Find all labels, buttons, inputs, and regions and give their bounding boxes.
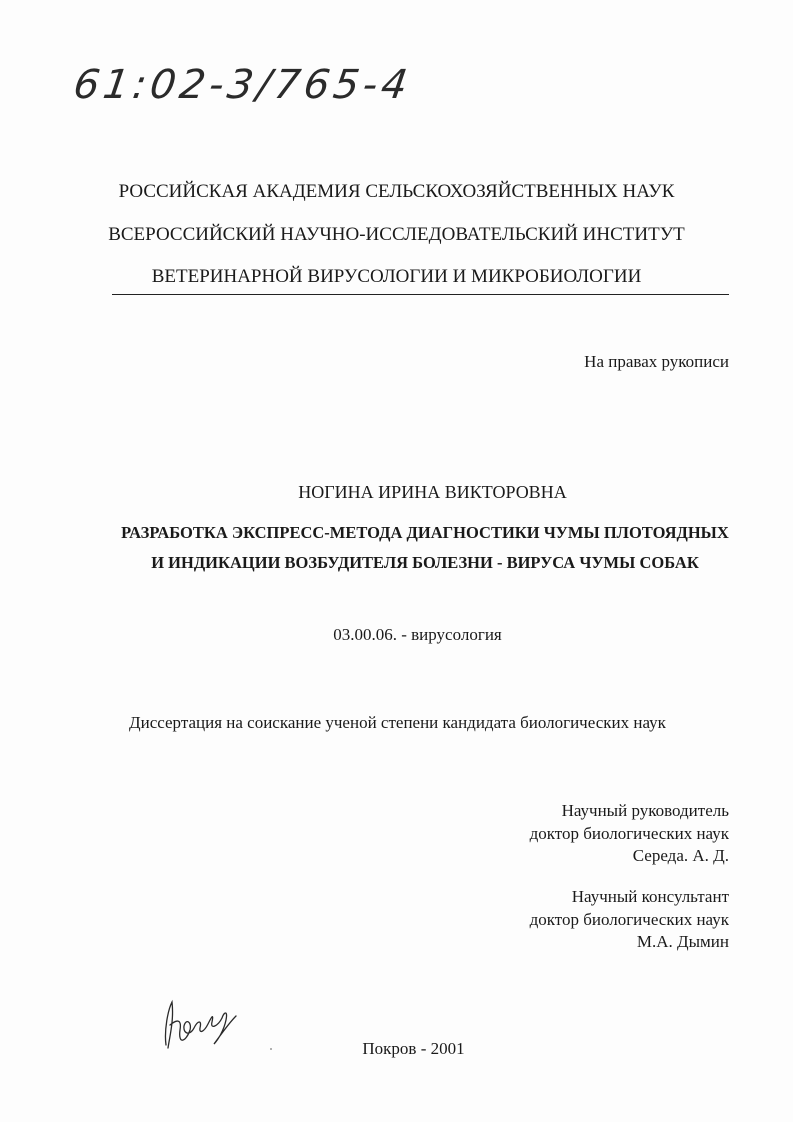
archive-number: 61:02-3/765-4 — [70, 62, 415, 108]
city-year: Покров - 2001 — [362, 1039, 465, 1058]
header-divider — [112, 294, 729, 295]
academy-name: РОССИЙСКАЯ АКАДЕМИЯ СЕЛЬСКОХОЗЯЙСТВЕННЫХ НАУК — [118, 181, 675, 202]
specialty-code: 03.00.06. - вирусология — [333, 625, 502, 644]
consultant-role: Научный консультант — [571, 887, 729, 906]
supervisor-name: Середа. А. Д. — [632, 846, 729, 865]
consultant-degree: доктор биологических наук — [529, 909, 729, 929]
dissertation-statement: Диссертация на соискание ученой степени кандидата биологических наук — [129, 713, 666, 732]
consultant-name: М.А. Дымин — [636, 932, 729, 951]
institute-name-line1: ВСЕРОССИЙСКИЙ НАУЧНО-ИССЛЕДОВАТЕЛЬСКИЙ ИНСТИТУТ — [108, 224, 685, 245]
thesis-title-line1: РАЗРАБОТКА ЭКСПРЕСС-МЕТОДА ДИАГНОСТИКИ ЧУМЫ ПЛОТОЯДНЫХ — [121, 523, 729, 542]
rights-note: На правах рукописи — [584, 352, 729, 371]
institute-name-line2: ВЕТЕРИНАРНОЙ ВИРУСОЛОГИИ И МИКРОБИОЛОГИИ — [151, 266, 642, 287]
supervisor-role: Научный руководитель — [561, 801, 729, 820]
thesis-title-line2: И ИНДИКАЦИИ ВОЗБУДИТЕЛЯ БОЛЕЗНИ - ВИРУСА ЧУМЫ СОБАК — [151, 553, 699, 572]
supervisor-degree: доктор биологических наук — [529, 823, 729, 843]
consultant-block — [530, 886, 729, 954]
supervisor-block — [530, 800, 729, 868]
author-name: НОГИНА ИРИНА ВИКТОРОВНА — [298, 482, 567, 502]
